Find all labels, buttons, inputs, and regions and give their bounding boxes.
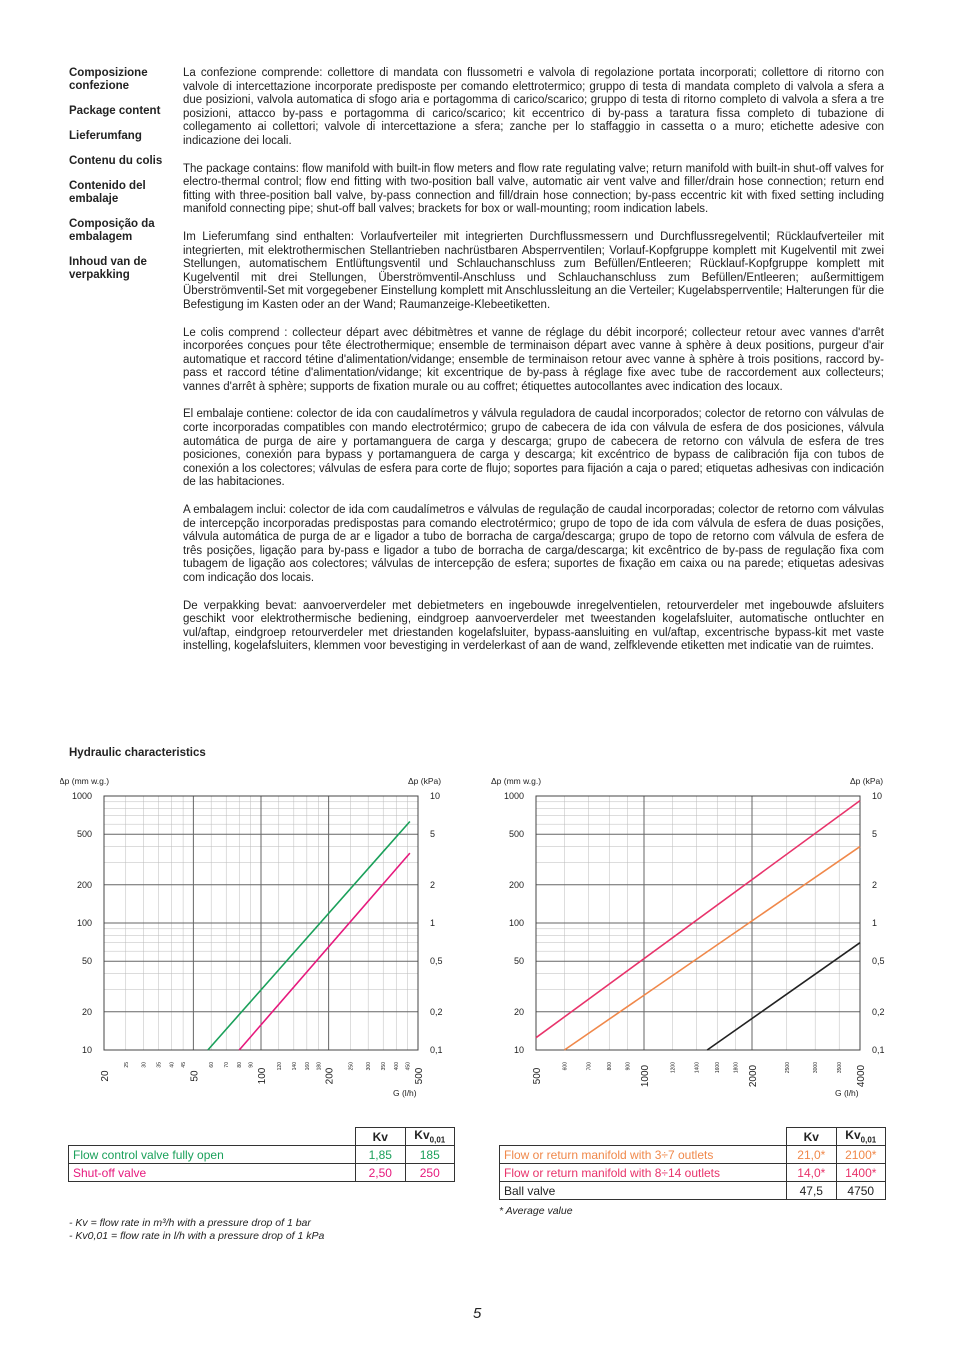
package-text (183, 67, 884, 668)
y-tick-label-right: 2 (430, 879, 436, 890)
x-minor-tick-label: 1800 (733, 1062, 740, 1074)
footnotes (69, 1217, 324, 1243)
page-number: 5 (473, 1305, 482, 1322)
kv001-value: 1400* (836, 1164, 885, 1182)
table-row (500, 1164, 886, 1182)
row-label: Flow control valve fully open (69, 1146, 356, 1164)
kv001-value: 185 (405, 1146, 454, 1164)
average-note: * Average value (499, 1205, 573, 1217)
kv001-value: 250 (405, 1164, 454, 1182)
manifold-kv-table (499, 1127, 886, 1200)
chart-valves (60, 770, 460, 1105)
x-minor-tick-label: 400 (394, 1062, 401, 1071)
x-axis-label: G (l/h) (393, 1088, 417, 1098)
x-axis-label: G (l/h) (835, 1088, 859, 1098)
y-tick-label-right: 1 (430, 918, 436, 928)
x-minor-tick-label: 800 (607, 1062, 614, 1071)
y-tick-label-left: 100 (76, 918, 92, 928)
kv-value: 21,0* (787, 1146, 836, 1164)
y-tick-label-right: 2 (872, 879, 878, 890)
y-tick-label-right: 0,5 (872, 956, 885, 967)
x-tick-label: 100 (257, 1067, 268, 1085)
kv-header: Kv (356, 1128, 405, 1146)
x-minor-tick-label: 35 (156, 1062, 163, 1068)
table-row (69, 1146, 455, 1164)
paragraph-it: La confezione comprende: collettore di mandata con flussometri e valvola di regolazione portata incorporati; collettore di ritorno con valvole di intercettazione incorporate predisposte per comando elettrotermico; gruppo di testa di mandata completo di valvola a sfera a due posizioni, valvola automatica di sfogo aria e portagomma di carico/scarico; gruppo di testa di ritorno completo di valvola a sfera a tre posizioni, attacco by-pass e portagomma di carico/scarico; kit eccentrico di by-pass a taratura fissa completo di tubazione di collegamento ai collettori; valvole di intercettazione a sfera; zanche per lo staffaggio in cassetta o a muro; etichette adesive con indicazione dei locali. (183, 67, 884, 147)
y-tick-label-left: 200 (76, 879, 92, 890)
x-minor-tick-label: 350 (381, 1062, 388, 1071)
x-tick-label: 500 (532, 1067, 543, 1085)
y-tick-label-left: 10 (513, 1045, 524, 1055)
table-row (69, 1164, 455, 1182)
x-minor-tick-label: 40 (169, 1062, 176, 1068)
x-minor-tick-label: 1600 (715, 1062, 722, 1074)
x-tick-label: 200 (324, 1067, 336, 1085)
kv-value: 2,50 (356, 1164, 405, 1182)
x-minor-tick-label: 30 (141, 1062, 148, 1068)
y-tick-label-left: 50 (513, 956, 524, 967)
x-tick-label: 4000 (856, 1064, 867, 1088)
label-en: Package content (69, 105, 161, 117)
x-minor-tick-label: 140 (291, 1062, 298, 1071)
y-tick-label-right: 10 (872, 791, 883, 801)
y-axis-label-right: Δp (kPa) (850, 776, 884, 786)
row-label: Shut-off valve (69, 1164, 356, 1182)
row-label: Ball valve (500, 1182, 787, 1200)
y-tick-label-right: 0,2 (872, 1006, 885, 1017)
x-minor-tick-label: 900 (625, 1062, 632, 1071)
y-tick-label-left: 1000 (503, 791, 524, 801)
kv001-value: 2100* (836, 1146, 885, 1164)
footnote-kv: - Kv = flow rate in m³/h with a pressure drop of 1 bar (69, 1217, 311, 1229)
x-minor-tick-label: 90 (248, 1062, 255, 1068)
kv-value: 1,85 (356, 1146, 405, 1164)
paragraph-fr: Le colis comprend : collecteur départ avec débitmètres et vanne de réglage du débit incorporé; collecteur retour avec vannes d'arrêt incorporées conçues pour tête électrothermique; ensemble de terminaison départ avec vanne à sphère à deux positions, purgeur d'air automatique et raccord tétine d'alimentation/vidange; ensemble de terminaison retour avec vanne à sphère à trois positions, raccord by-pass et raccord tétine d'alimentation/vidange; kit excentrique de by-pass à réglage fixe avec tube de raccordement aux collecteurs; vannes d'arrêt à sphère; supports de fixation murale ou au coffret; étiquettes autocollantes avec indication des locaux. (183, 326, 884, 393)
paragraph-en: The package contains: flow manifold with built-in flow meters and flow rate regulating valve; return manifold with built-in shut-off valves for electro-thermal control; flow end fitting with two-position ball valve, automatic air vent valve and filler/drain hose connection; return end fitting with three-position ball valve, by-pass connection and fill/drain hose connection; by-pass eccentric kit with fixed setting including manifold connecting pipe; shut-off ball valves; brackets for box or wall-mounting; room indication labels. (183, 162, 884, 216)
series-line (564, 847, 860, 1050)
label-fr: Contenu du colis (69, 155, 163, 167)
y-axis-label-right: Δp (kPa) (408, 776, 442, 786)
label-nl: Inhoud van de verpakking (69, 256, 147, 281)
x-minor-tick-label: 45 (181, 1062, 188, 1068)
series-line (536, 801, 860, 1038)
kv001-header: $Kv_{0,01}$ (405, 1128, 454, 1146)
x-tick-label: 1000 (640, 1064, 651, 1088)
x-minor-tick-label: 300 (366, 1062, 373, 1071)
x-tick-label: 2000 (748, 1064, 759, 1088)
series-line (707, 943, 860, 1050)
x-minor-tick-label: 2500 (784, 1062, 791, 1074)
x-minor-tick-label: 120 (276, 1062, 283, 1071)
y-tick-label-right: 5 (872, 829, 878, 840)
y-tick-label-right: 1 (872, 918, 878, 928)
kv-value: 14,0* (787, 1164, 836, 1182)
x-minor-tick-label: 1200 (670, 1062, 677, 1074)
x-minor-tick-label: 25 (123, 1062, 130, 1068)
chart-manifolds (490, 770, 900, 1105)
y-tick-label-right: 0,2 (430, 1006, 443, 1017)
language-labels (69, 67, 177, 294)
y-tick-label-right: 0,1 (430, 1045, 443, 1055)
x-minor-tick-label: 3500 (837, 1062, 844, 1074)
paragraph-pt: A embalagem inclui: colector de ida com caudalímetros e válvulas de regulação de caudal incorporadas; colector de retorno com válvulas de intercepção incorporadas predispostas para comando electrotérmico; grupo de topo de ida com válvula de esfera de duas posições, válvula automática de purga de ar e ligador a tubo de borracha de carga/descarga; grupo de topo de retorno com válvula de esfera de três posições, ligação para by-pass e ligador a tubo de borracha de carga/descarga; kit excêntrico de by-pass de regulação fixa com tubagem de ligação aos colectores; válvulas de intercepção de esfera; suportes de fixação em caixa ou na parede; etiquetas adesivas com indicação dos locais. (183, 504, 884, 584)
y-tick-label-left: 10 (81, 1045, 92, 1055)
x-minor-tick-label: 80 (237, 1062, 244, 1068)
valve-kv-table (68, 1127, 455, 1182)
chart-valves-svg (60, 770, 460, 1100)
series-line (239, 853, 410, 1050)
section-title: Hydraulic characteristics (69, 747, 206, 759)
label-it: Composizione confezione (69, 67, 148, 92)
x-minor-tick-label: 450 (405, 1062, 412, 1071)
y-tick-label-left: 500 (76, 829, 92, 840)
paragraph-nl: De verpakking bevat: aanvoerverdeler met debietmeters en ingebouwde inregelventielen, retourverdeler met ingebouwde afsluiters geschikt voor elektrothermische bediening, eindgroep aanvoerverdeler met tweestanden kogelafsluiter, automatische ontluchter en vul/aftap, eindgroep retourverdeler met driestanden kogelafsluiter, bypass-aansluiting en vul/aftap, excentrische bypass-kit met vaste instelling, kogelafsluiters, klemmen voor bevestiging in verdelerkast of aan de wand, zelfklevende etiketten met indicatie van de ruimtes. (183, 599, 884, 653)
paragraph-de: Im Lieferumfang sind enthalten: Vorlaufverteiler mit integrierten Durchflussmessern und Durchflussregelventil; Rücklaufverteiler mit integrierten, mit elektrothermischen Stellantrieben nachrüstbaren Absperrventilen; Vorlauf-Kopfgruppe komplett mit Kugelventil mit zwei Stellungen, automatischem Entlüftungsventil und Schlauchanschluss zum Befüllen/Entleeren; Rücklauf-Kopfgruppe komplett mit Kugelventil mit drei Stellungen, Überströmventil-Anschluss und Schlauchanschluss zum Befüllen/Entleeren; außermittigem Überströmventil-Set mit vorgegebener Einstellung komplett mit Anschlussleitung an die Verteiler; Kugelabsperrventile; Halterungen für die Befestigung im Kasten oder an der Wand; Raumanzeige-Klebeetiketten. (183, 230, 884, 311)
label-pt: Composição da embalagem (69, 218, 155, 243)
y-tick-label-left: 20 (513, 1006, 524, 1017)
x-tick-label: 50 (189, 1070, 201, 1082)
footnote-kv001: - Kv0,01 = flow rate in l/h with a pressure drop of 1 kPa (69, 1230, 325, 1242)
y-tick-label-left: 20 (81, 1006, 92, 1017)
x-minor-tick-label: 3000 (813, 1062, 820, 1074)
x-minor-tick-label: 60 (209, 1062, 216, 1068)
label-de: Lieferumfang (69, 130, 142, 142)
x-minor-tick-label: 700 (586, 1062, 593, 1071)
row-label: Flow or return manifold with 8÷14 outlets (500, 1164, 787, 1182)
paragraph-es: El embalaje contiene: colector de ida con caudalímetros y válvula reguladora de caudal incorporados; colector de retorno con válvulas de corte incorporadas compatibles con mando electrotérmico; grupo de cabecera de ida con válvula de esfera de dos posiciones, válvula automática de purga de aire y portamanguera de carga y descarga; grupo de cabecera de retorno con válvula de esfera de tres posiciones, conexión para bypass y portamanguera de carga y descarga; kit excéntrico de bypass de calibración fija con tubos de conexión a los colectores; válvulas de esfera para corte de flujo; soportes para fijación a caja o pared; etiquetas adhesivas con indicación de las habitaciones. (183, 408, 884, 489)
row-label: Flow or return manifold with 3÷7 outlets (500, 1146, 787, 1164)
x-minor-tick-label: 250 (348, 1062, 355, 1071)
kv001-header: $Kv_{0,01}$ (836, 1128, 885, 1146)
y-axis-label-left: Δp (mm w.g.) (60, 776, 110, 786)
y-tick-label-left: 1000 (71, 791, 92, 801)
kv-header: Kv (787, 1128, 836, 1146)
y-tick-label-right: 5 (430, 829, 436, 840)
series-line (208, 821, 410, 1050)
x-minor-tick-label: 600 (562, 1062, 569, 1071)
table-row (500, 1146, 886, 1164)
x-tick-label: 500 (414, 1067, 425, 1085)
x-minor-tick-label: 70 (224, 1062, 231, 1068)
y-tick-label-right: 0,1 (872, 1045, 885, 1055)
x-minor-tick-label: 180 (316, 1062, 323, 1071)
kv001-value: 4750 (836, 1182, 885, 1200)
x-minor-tick-label: 1400 (694, 1062, 701, 1074)
x-minor-tick-label: 160 (304, 1062, 311, 1071)
y-tick-label-left: 100 (508, 918, 524, 928)
label-es: Contenido del embalaje (69, 180, 146, 205)
x-tick-label: 20 (100, 1070, 111, 1082)
y-axis-label-left: Δp (mm w.g.) (491, 776, 542, 786)
y-tick-label-left: 500 (508, 829, 524, 840)
y-tick-label-left: 50 (81, 956, 92, 967)
kv-value: 47,5 (787, 1182, 836, 1200)
y-tick-label-right: 10 (430, 791, 441, 801)
y-tick-label-right: 0,5 (430, 956, 443, 967)
table-row (500, 1182, 886, 1200)
chart-manifolds-svg (490, 770, 900, 1100)
y-tick-label-left: 200 (508, 879, 524, 890)
